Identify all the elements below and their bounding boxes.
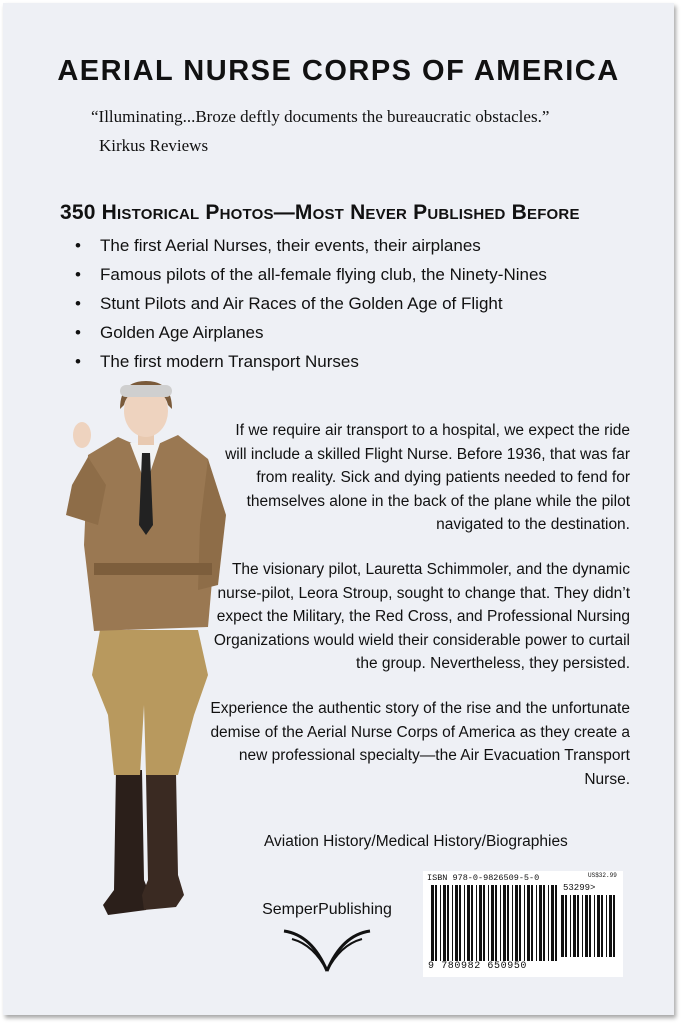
- list-item: • Golden Age Airplanes: [63, 318, 547, 347]
- bullet-icon: •: [75, 294, 81, 313]
- price-text: US$32.99: [588, 872, 617, 879]
- paragraph: Experience the authentic story of the rise and the unfortunate demise of the Aerial Nurse Corps of America as they create a new professional specialty—the Air Evacuation Transport Nurse.: [210, 699, 630, 788]
- paragraph: If we require air transport to a hospital, we expect the ride will include a skilled Flight Nurse. Before 1936, that was far from reality. Sick and dying patients needed to fend for themselves alone in the back of the plane while the pilot navigated to the destination.: [225, 422, 630, 534]
- list-item: • Famous pilots of the all-female flying club, the Ninety-Nines: [63, 260, 547, 289]
- review-source: Kirkus Reviews: [99, 136, 209, 155]
- bullet-icon: •: [75, 352, 81, 371]
- list-item: • The first modern Transport Nurses: [63, 347, 547, 376]
- publisher-name: SemperPublishing: [262, 901, 392, 918]
- book-title: AERIAL NURSE CORPS OF AMERICA: [57, 55, 620, 87]
- book-back-cover: [3, 3, 674, 1015]
- review-quote: “Illuminating...Broze deftly documents the bureaucratic obstacles.”: [91, 107, 550, 126]
- barcode-digits: 9 780982 650950: [428, 961, 528, 972]
- list-item: • The first Aerial Nurses, their events, their airplanes: [63, 231, 547, 260]
- price-code-text: 53299>: [563, 883, 596, 893]
- isbn-barcode: [423, 871, 623, 977]
- barcode-addon-bars: [561, 895, 617, 957]
- categories: Aviation History/Medical History/Biographies: [264, 833, 568, 850]
- publisher-logo: [252, 901, 402, 975]
- barcode-bars: [431, 885, 559, 961]
- bullet-icon: •: [75, 323, 81, 342]
- description-text: [210, 419, 630, 812]
- bullet-icon: •: [75, 265, 81, 284]
- feature-list: [63, 231, 547, 376]
- book-wing-icon: [282, 925, 372, 975]
- list-item: • Stunt Pilots and Air Races of the Golden Age of Flight: [63, 289, 547, 318]
- isbn-text: ISBN 978-0-9826509-5-0: [427, 873, 540, 883]
- photos-heading: 350 Historical Photos—Most Never Published Before: [60, 201, 580, 224]
- paragraph: The visionary pilot, Lauretta Schimmoler, and the dynamic nurse-pilot, Leora Stroup, sought to change that. They didn’t expect the Military, the Red Cross, and Professional Nursing Organizations would wield their considerable power to curtail the group. Nevertheless, they persisted.: [213, 560, 630, 673]
- bullet-icon: •: [75, 236, 81, 255]
